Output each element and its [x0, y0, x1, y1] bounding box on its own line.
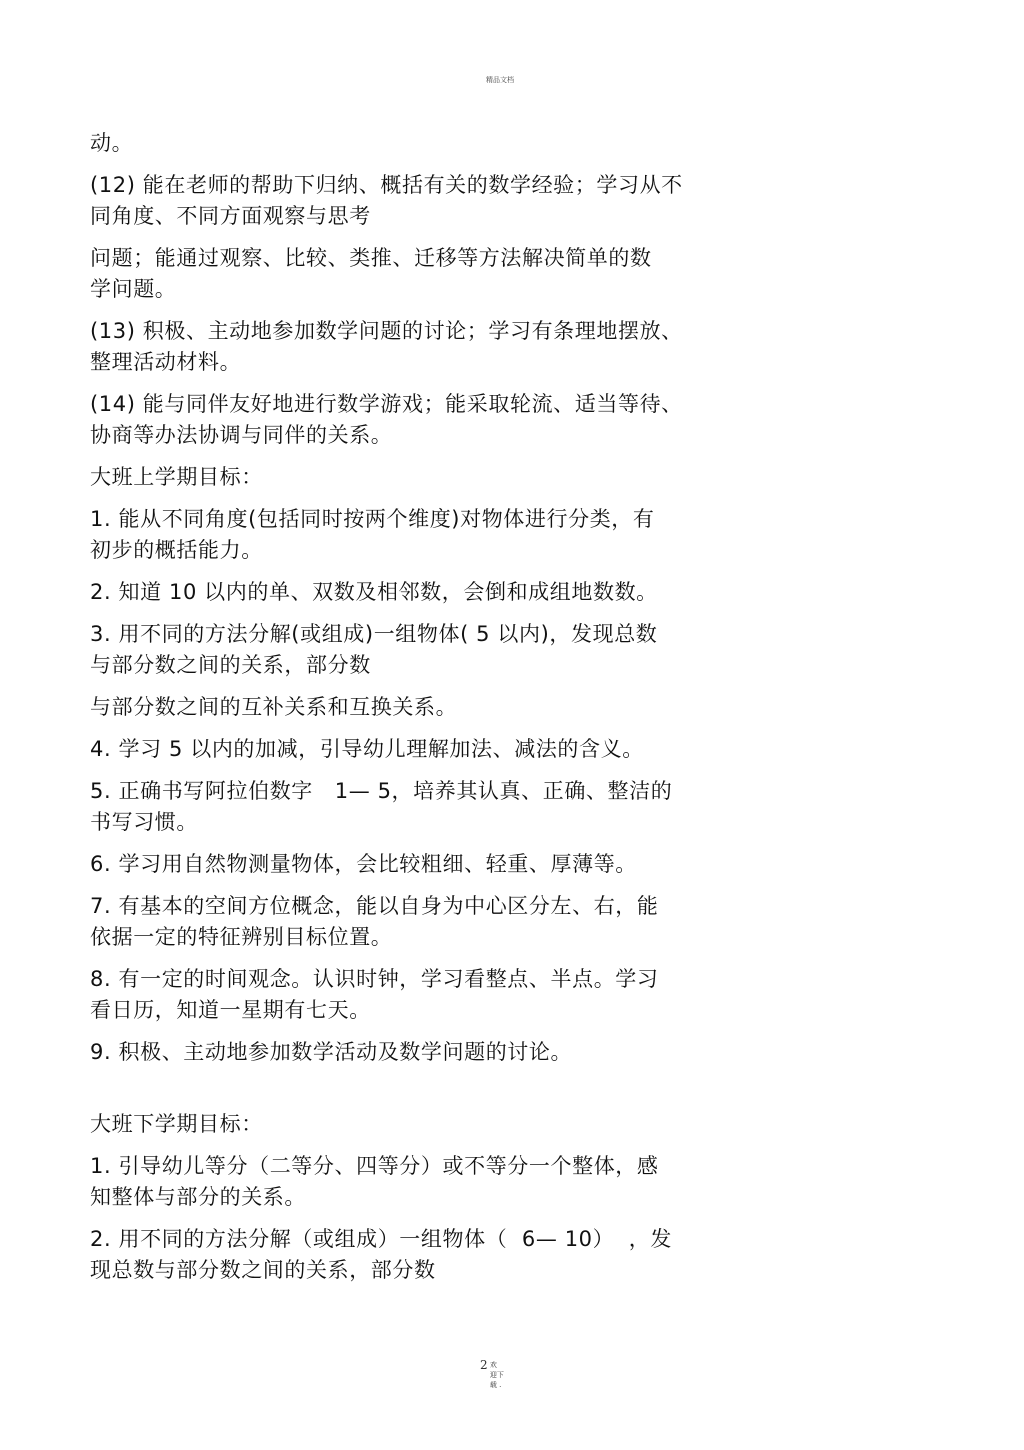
page-footer: [480, 1360, 504, 1390]
paragraph: 7. 有基本的空间方位概念，能以自身为中心区分左、右，能 依据一定的特征辨别目标位置。: [90, 894, 659, 949]
page-header: 精品文档: [486, 76, 514, 84]
paragraph: 5. 正确书写阿拉伯数字 1— 5，培养其认真、正确、整洁的 书写习惯。: [90, 779, 673, 834]
paragraph: 4. 学习 5 以内的加减，引导幼儿理解加法、减法的含义。: [90, 737, 644, 761]
document-body: [90, 128, 730, 1297]
paragraph: 与部分数之间的互补关系和互换关系。: [90, 695, 458, 719]
section-gap: [90, 1079, 730, 1109]
paragraph: 问题；能通过观察、比较、类推、迁移等方法解决简单的数 学问题。: [90, 246, 652, 301]
section-heading: 大班下学期目标：: [90, 1112, 263, 1136]
paragraph: (12) 能在老师的帮助下归纳、概括有关的数学经验；学习从不 同角度、不同方面观察与思考: [90, 173, 683, 228]
paragraph: 3. 用不同的方法分解(或组成)一组物体( 5 以内)，发现总数 与部分数之间的关系，部分数: [90, 622, 658, 677]
paragraph: 2. 用不同的方法分解（或组成）一组物体（ 6— 10） ，发 现总数与部分数之间的关系，部分数: [90, 1227, 672, 1282]
paragraph: 9. 积极、主动地参加数学活动及数学问题的讨论。: [90, 1040, 573, 1064]
paragraph: 动。: [90, 131, 134, 155]
section-heading: 大班上学期目标：: [90, 465, 263, 489]
paragraph: (13) 积极、主动地参加数学问题的讨论；学习有条理地摆放、 整理活动材料。: [90, 319, 683, 374]
paragraph: 1. 引导幼儿等分（二等分、四等分）或不等分一个整体，感 知整体与部分的关系。: [90, 1154, 659, 1209]
paragraph: 6. 学习用自然物测量物体，会比较粗细、轻重、厚薄等。: [90, 852, 637, 876]
footer-text: 欢 迎下 载 .: [489, 1361, 504, 1389]
page-number: 2: [480, 1358, 488, 1372]
paragraph: 8. 有一定的时间观念。认识时钟，学习看整点、半点。学习 看日历，知道一星期有七天。: [90, 967, 659, 1022]
paragraph: (14) 能与同伴友好地进行数学游戏；能采取轮流、适当等待、 协商等办法协调与同伴的关系。: [90, 392, 683, 447]
paragraph: 2. 知道 10 以内的单、双数及相邻数，会倒和成组地数数。: [90, 580, 658, 604]
paragraph: 1. 能从不同角度(包括同时按两个维度)对物体进行分类，有 初步的概括能力。: [90, 507, 655, 562]
